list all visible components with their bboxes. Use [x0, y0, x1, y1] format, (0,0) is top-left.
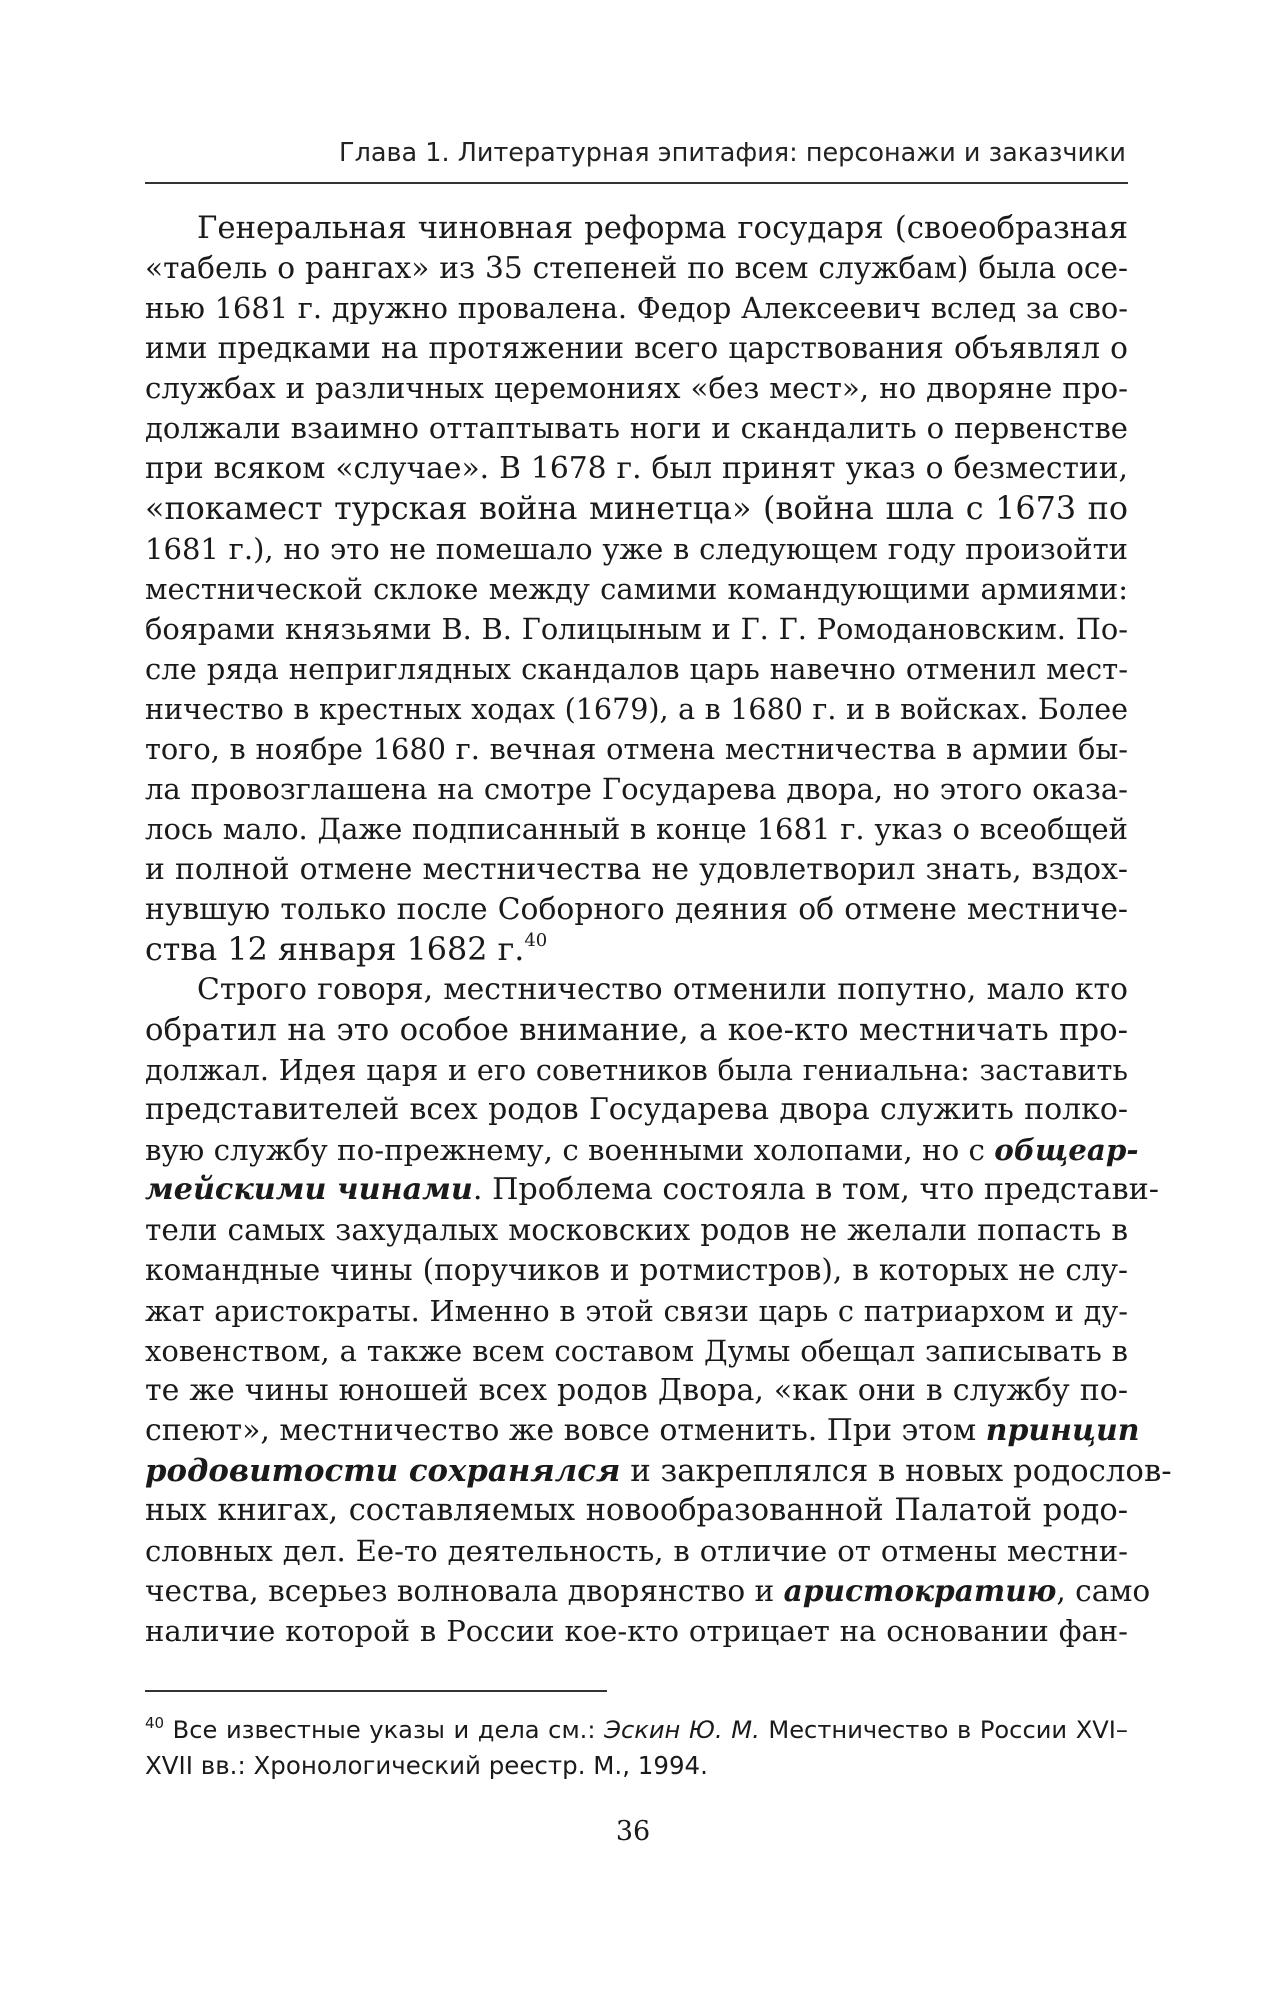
- paragraph-1-line: «табель о рангах» из 35 степеней по всем службам) была осе-: [145, 251, 1128, 286]
- paragraph-2-line: [145, 1170, 1159, 1210]
- paragraph-1-line: при всяком «случае». В 1678 г. был принят указ о безместии,: [145, 450, 1128, 486]
- paragraph-2-line: ховенством, а также всем составом Думы обещал записывать в: [145, 1333, 1128, 1368]
- footnote-line: [145, 1712, 1128, 1748]
- paragraph-1-line: местнической склоке между самими командующими армиями:: [145, 571, 1128, 606]
- paragraph-2-line: наличие которой в России кое-кто отрицает на основании фан-: [145, 1614, 1128, 1649]
- footnote-line: XVII вв.: Хронологический реестр. М., 1994.: [145, 1751, 708, 1780]
- text-run: и закреплялся в новых родослов-: [620, 1452, 1172, 1489]
- emphasis-term: мейскими чинами: [145, 1172, 473, 1208]
- footnote-rule: [145, 1690, 607, 1692]
- paragraph-1-line: сле ряда неприглядных скандалов царь навечно отменил мест-: [145, 652, 1128, 687]
- paragraph-2-line: словных дел. Ее-то деятельность, в отличие от отмены местни-: [145, 1534, 1128, 1569]
- paragraph-2-line: должал. Идея царя и его советников была гениальна: заставить: [145, 1052, 1128, 1087]
- paragraph-1-line: должали взаимно оттаптывать ноги и скандалить о первенстве: [145, 411, 1128, 446]
- paragraph-1-line: «покамест турская война минетца» (война шла с 1673 по: [145, 489, 1128, 527]
- paragraph-1-line: лось мало. Даже подписанный в конце 1681 г. указ о всеобщей: [145, 812, 1128, 847]
- text-run: Местничество в России XVI–: [759, 1716, 1128, 1744]
- emphasis-term: общеар-: [994, 1132, 1139, 1168]
- text-run: . Проблема состояла в том, что представи-: [472, 1172, 1159, 1208]
- paragraph-1-last-line: [145, 930, 1128, 970]
- running-head: Глава 1. Литературная эпитафия: персонажи и заказчики: [339, 138, 1126, 168]
- paragraph-2-line: те же чины юношей всех родов Двора, «как они в службу по-: [145, 1372, 1128, 1408]
- paragraph-2-line: [145, 1130, 1139, 1170]
- emphasis-term: принцип: [985, 1412, 1140, 1448]
- paragraph-1-line: 1681 г.), но это не помешало уже в следующем году произойти: [145, 531, 1128, 566]
- footnote: [145, 1712, 1128, 1784]
- emphasis-term: аристократию: [783, 1573, 1057, 1609]
- paragraph-2-line: представителей всех родов Государева двора служить полко-: [145, 1092, 1128, 1128]
- paragraph-1-line: ла провозглашена на смотре Государева двора, но этого оказа-: [145, 772, 1128, 807]
- paragraph-1-line: боярами князьями В. В. Голицыным и Г. Г. Ромодановским. По-: [145, 611, 1128, 646]
- paragraph-2-line: [145, 1411, 1140, 1451]
- text-run: Все известные указы и дела см.:: [164, 1716, 605, 1744]
- paragraph-2-line: ных книгах, составляемых новообразованной Палатой родо-: [145, 1493, 1128, 1528]
- paragraph-2-line: обратил на это особое внимание, а кое-кто местничать про-: [145, 1011, 1128, 1048]
- main-text: [145, 208, 1172, 1651]
- paragraph-1-line: и полной отмене местничества не удовлетворил знать, вздох-: [145, 851, 1128, 887]
- paragraph-1-line: службах и различных церемониях «без мест», но дворяне про-: [145, 371, 1128, 406]
- footnote-reference[interactable]: 40: [524, 929, 548, 951]
- paragraph-1-line: нувшую только после Соборного деяния об отмене местниче-: [145, 891, 1128, 927]
- paragraph-1-line: того, в ноябре 1680 г. вечная отмена местничества в армии бы-: [145, 732, 1128, 767]
- text-run: чества, всерьез волновала дворянство и: [145, 1574, 784, 1609]
- paragraph-2-line: [145, 1571, 1151, 1611]
- paragraph-1-line: нью 1681 г. дружно провалена. Федор Алексеевич вслед за сво-: [145, 291, 1128, 326]
- text-run: спеют», местничество же вовсе отменить. При этом: [145, 1412, 986, 1448]
- paragraph-2-line: командные чины (поручиков и ротмистров), в которых не слу-: [145, 1253, 1128, 1288]
- paragraph-2-line: [145, 1451, 1172, 1491]
- text-run: вую службу по-прежнему, с военными холопами, но с: [145, 1133, 995, 1168]
- paragraph-2-line: Строго говоря, местничество отменили попутно, мало кто: [197, 971, 1128, 1007]
- text-run: , само: [1056, 1574, 1151, 1609]
- emphasis-term: родовитости сохранялся: [145, 1452, 621, 1489]
- author-name: Эскин Ю. М.: [604, 1716, 760, 1744]
- page-number: 36: [615, 1816, 651, 1847]
- header-rule: [145, 182, 1128, 184]
- paragraph-1-tail: ства 12 января 1682 г.: [145, 930, 525, 968]
- footnote-number: 40: [145, 1714, 165, 1732]
- paragraph-1-line: Генеральная чиновная реформа государя (своеобразная: [197, 210, 1128, 246]
- paragraph-2-line: жат аристократы. Именно в этой связи царь с патриархом и ду-: [145, 1293, 1128, 1328]
- paragraph-1-line: ими предками на протяжении всего царствования объявлял о: [145, 331, 1128, 366]
- paragraph-2-line: тели самых захудалых московских родов не желали попасть в: [145, 1212, 1128, 1248]
- paragraph-1-line: ничество в крестных ходах (1679), а в 1680 г. и в войсках. Более: [145, 692, 1128, 727]
